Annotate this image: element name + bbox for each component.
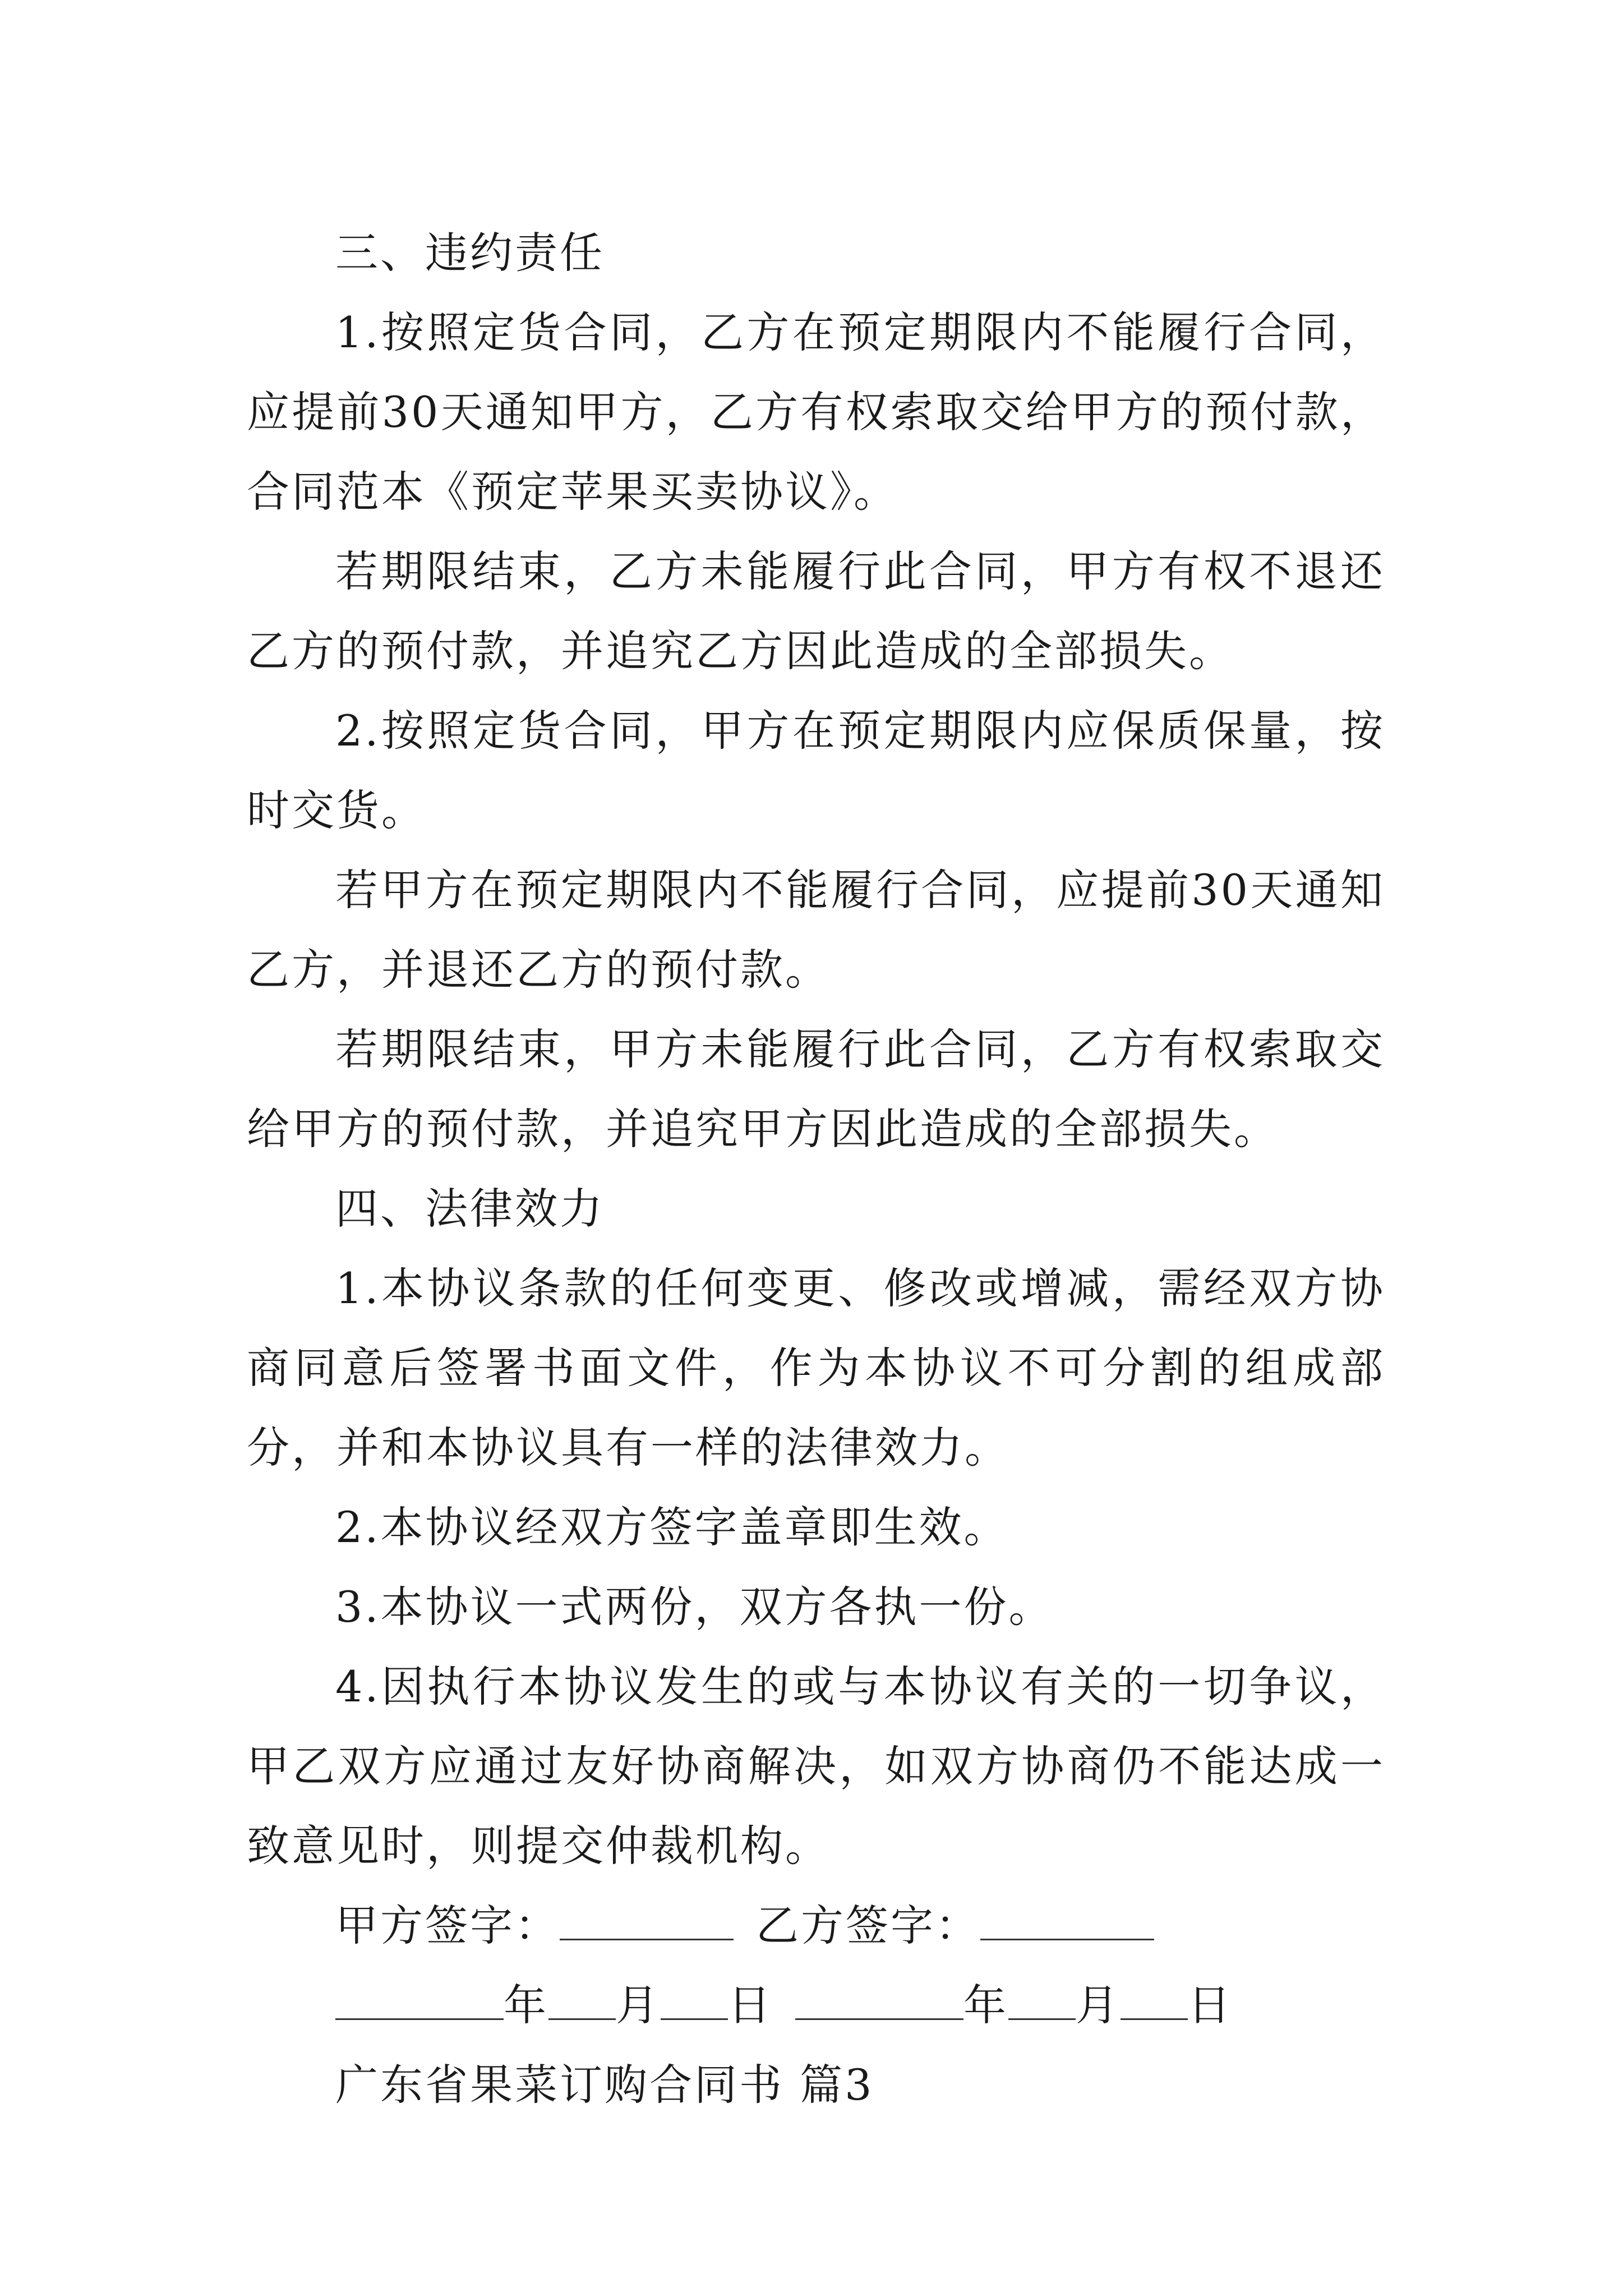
date-row bbox=[247, 1966, 1385, 2045]
party-b-signature-label: 乙方签字： bbox=[756, 1901, 980, 1950]
paragraph: 若期限结束，乙方未能履行此合同，甲方有权不退还乙方的预付款，并追究乙方因此造成的全部损失。 bbox=[247, 546, 1385, 676]
document-page bbox=[247, 213, 1385, 2125]
next-document-title: 广东省果菜订购合同书 篇3 bbox=[335, 2060, 874, 2110]
section-heading-breach: 三、违约责任 bbox=[335, 228, 605, 278]
paragraph: 2.按照定货合同，甲方在预定期限内应保质保量，按时交货。 bbox=[247, 706, 1385, 835]
paragraph: 2.本协议经双方签字盖章即生效。 bbox=[335, 1502, 1009, 1552]
year-label: 年 bbox=[504, 1980, 548, 2030]
day-label: 日 bbox=[728, 1980, 773, 2030]
party-a-month-blank bbox=[548, 1979, 616, 2020]
day-label: 日 bbox=[1188, 1980, 1233, 2030]
month-label: 月 bbox=[1076, 1980, 1121, 2030]
month-label: 月 bbox=[616, 1980, 661, 2030]
paragraph: 1.按照定货合同，乙方在预定期限内不能履行合同，应提前30天通知甲方，乙方有权索取交给甲方的预付款，合同范本《预定苹果买卖协议》。 bbox=[247, 307, 1385, 517]
party-b-year-blank bbox=[795, 1979, 963, 2020]
party-a-signature-blank bbox=[560, 1899, 734, 1940]
paragraph: 若期限结束，甲方未能履行此合同，乙方有权索取交给甲方的预付款，并追究甲方因此造成的全部损失。 bbox=[247, 1024, 1385, 1154]
year-label: 年 bbox=[963, 1980, 1008, 2030]
party-a-signature-label: 甲方签字： bbox=[335, 1901, 560, 1950]
paragraph: 1.本协议条款的任何变更、修改或增减，需经双方协商同意后签署书面文件，作为本协议不可分割的组成部分，并和本协议具有一样的法律效力。 bbox=[247, 1263, 1385, 1473]
party-b-day-blank bbox=[1121, 1979, 1188, 2020]
party-b-month-blank bbox=[1008, 1979, 1076, 2020]
paragraph: 若甲方在预定期限内不能履行合同，应提前30天通知乙方，并退还乙方的预付款。 bbox=[247, 865, 1385, 995]
party-a-day-blank bbox=[661, 1979, 728, 2020]
paragraph: 3.本协议一式两份，双方各执一份。 bbox=[335, 1582, 1054, 1632]
party-b-signature-blank bbox=[980, 1899, 1154, 1940]
paragraph: 4.因执行本协议发生的或与本协议有关的一切争议，甲乙双方应通过友好协商解决，如双方协商仍不能达成一致意见时，则提交仲裁机构。 bbox=[247, 1662, 1385, 1871]
signature-row bbox=[247, 1886, 1385, 1966]
party-a-year-blank bbox=[335, 1979, 504, 2020]
section-heading-legal-effect: 四、法律效力 bbox=[335, 1184, 605, 1234]
